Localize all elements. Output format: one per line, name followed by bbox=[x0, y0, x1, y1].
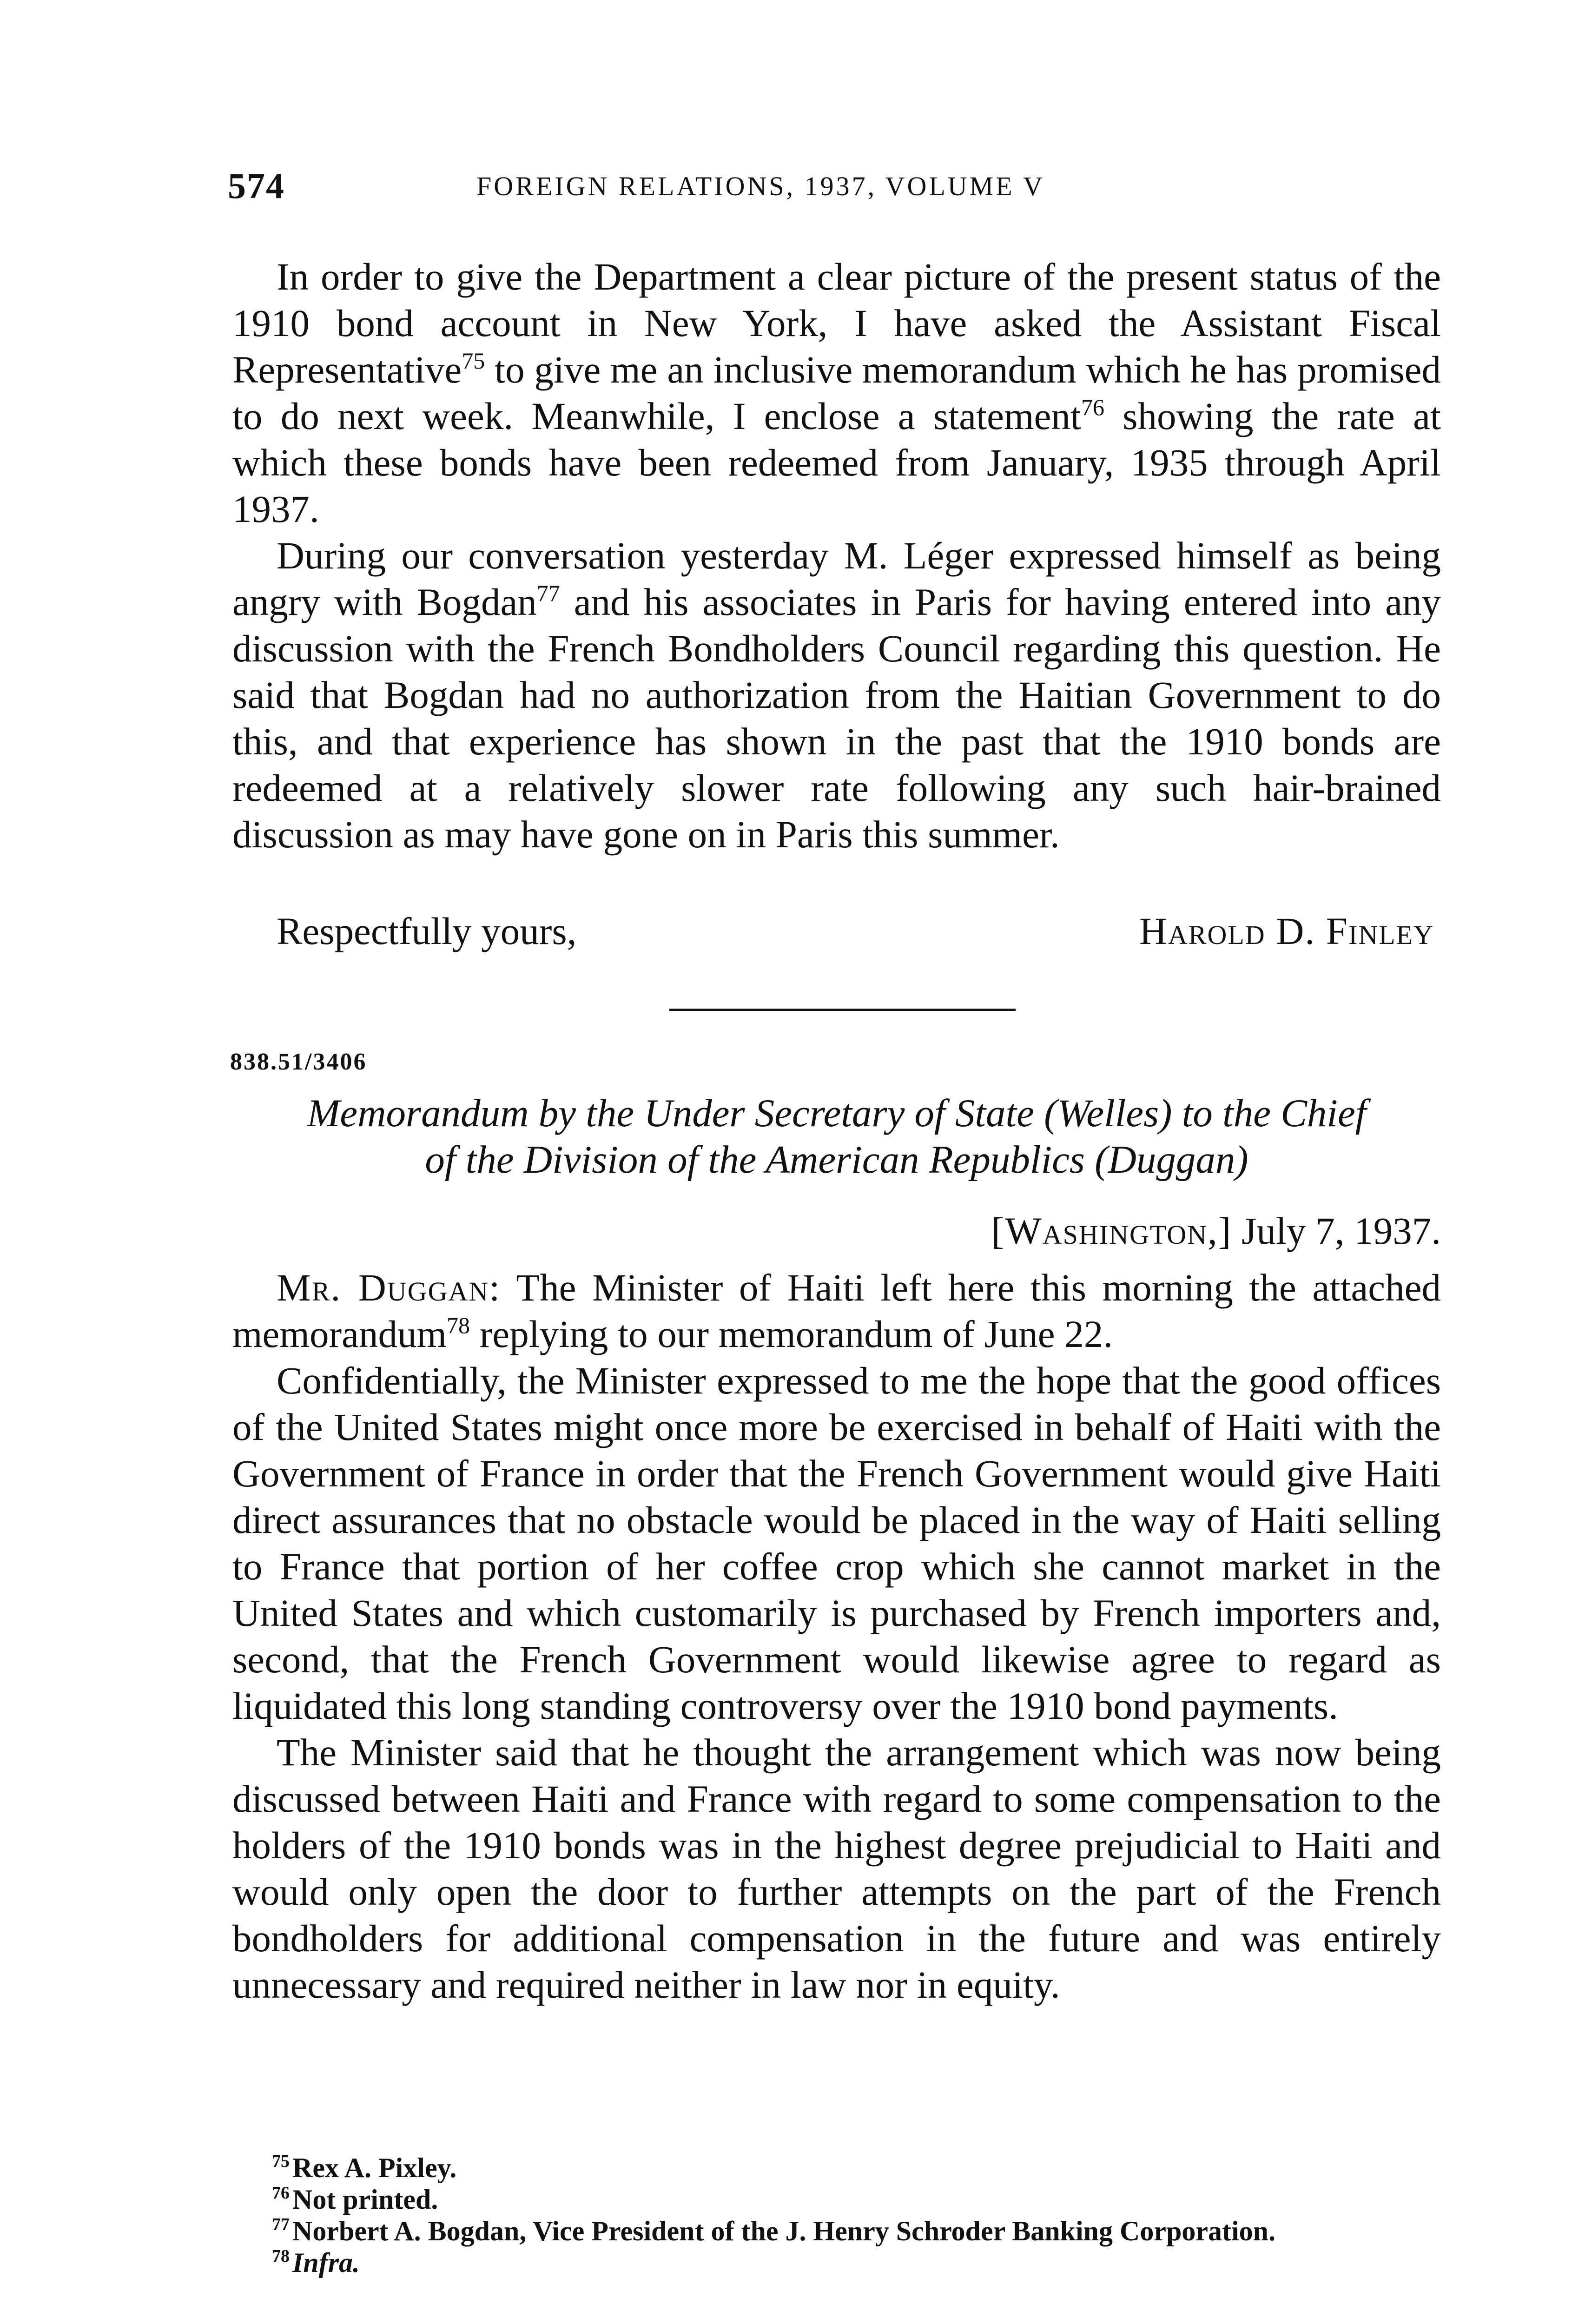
dateline bbox=[991, 1208, 1441, 1253]
memo-paragraph-1 bbox=[232, 1264, 1441, 1357]
memo-paragraph-2: Confidentially, the Minister expressed to me the hope that the good offices of the United States might once more be exercised in behalf of Haiti with the Government of France in order that the French Government would give Haiti direct assurances that no obstacle would be placed in the way of Haiti selling to France that portion of her coffee crop which she cannot market in the United States and which customarily is purchased by French importers and, second, that the French Government would likewise agree to regard as liquidated this long standing controversy over the 1910 bond payments. bbox=[232, 1359, 1441, 1727]
footnote-ref-75: 75 bbox=[462, 348, 485, 374]
footnote bbox=[244, 2152, 1443, 2184]
letter-paragraph-1 bbox=[232, 253, 1441, 532]
document-title-line-1: Memorandum by the Under Secretary of State (Welles) to the Chief bbox=[307, 1091, 1367, 1135]
footnote-text: Norbert A. Bogdan, Vice President of the J. Henry Schroder Banking Corporation. bbox=[292, 2216, 1275, 2246]
footnote bbox=[244, 2247, 1443, 2278]
footnote-number: 75 bbox=[272, 2152, 290, 2171]
salutation: Respectfully yours, bbox=[277, 910, 577, 952]
footnote-text: Infra. bbox=[292, 2247, 360, 2278]
footnote-text: Not printed. bbox=[292, 2184, 438, 2215]
running-header bbox=[228, 165, 1446, 211]
footnote-text: Rex A. Pixley. bbox=[292, 2152, 457, 2183]
text-run: replying to our memorandum of June 22. bbox=[470, 1313, 1113, 1355]
section-divider bbox=[669, 1009, 1016, 1011]
footnotes bbox=[244, 2152, 1443, 2278]
file-number: 838.51/3406 bbox=[230, 1049, 367, 1075]
text-run: showing the rate at which these bonds have been redeemed from January, 1935 through April 1937. bbox=[232, 395, 1441, 530]
footnote-number: 77 bbox=[272, 2215, 290, 2234]
signature: Harold D. Finley bbox=[1139, 910, 1434, 952]
footnote-ref-76: 76 bbox=[1081, 394, 1104, 420]
dateline-date: July 7, 1937. bbox=[1232, 1209, 1441, 1252]
memo-paragraph-3: The Minister said that he thought the arrangement which was now being discussed between Haiti and France with regard to some compensation to the holders of the 1910 bonds was in the highest degree prejudicial to Haiti and would only open the door to further attempts on the part of the French bondholders for additional compensation in the future and was entirely unnecessary and required neither in law nor in equity. bbox=[232, 1731, 1441, 2006]
dateline-place: [Washington,] bbox=[991, 1209, 1232, 1252]
running-title: FOREIGN RELATIONS, 1937, VOLUME V bbox=[476, 171, 1045, 201]
text-run: to give me an inclusive memorandum which he has promised to do next week. Meanwhile, I enclose a statement bbox=[232, 348, 1441, 437]
memo-body bbox=[232, 1264, 1441, 2008]
letter-paragraph-2 bbox=[232, 532, 1441, 858]
addressee: Mr. Duggan: bbox=[277, 1266, 501, 1309]
footnote bbox=[244, 2184, 1443, 2215]
footnote-ref-77: 77 bbox=[536, 580, 560, 606]
letter-closing bbox=[277, 909, 1443, 960]
document-title-line-2: of the Division of the American Republics (Duggan) bbox=[425, 1138, 1248, 1182]
text-run: The Minister of Haiti left here this morning the attached memorandum bbox=[232, 1266, 1441, 1355]
footnote-number: 78 bbox=[272, 2246, 290, 2266]
document-title bbox=[228, 1090, 1446, 1183]
footnote-ref-78: 78 bbox=[447, 1312, 470, 1338]
page-number: 574 bbox=[228, 165, 285, 206]
footnote-number: 76 bbox=[272, 2183, 290, 2203]
text-run: During our conversation yesterday M. Léger expressed himself as being angry with Bogdan bbox=[232, 534, 1441, 623]
text-run: In order to give the Department a clear picture of the present status of the 1910 bond account in New York, I have asked the Assistant Fiscal Representative bbox=[232, 255, 1441, 391]
footnote bbox=[244, 2215, 1443, 2247]
letter-body bbox=[232, 253, 1441, 858]
text-run: and his associates in Paris for having entered into any discussion with the French Bondholders Council regarding this question. He said that Bogdan had no authorization from the Haitian Government to do this, and that experience has shown in the past that the 1910 bonds are redeemed at a relatively slower rate following any such hair-brained discussion as may have gone on in Paris this summer. bbox=[232, 581, 1441, 856]
